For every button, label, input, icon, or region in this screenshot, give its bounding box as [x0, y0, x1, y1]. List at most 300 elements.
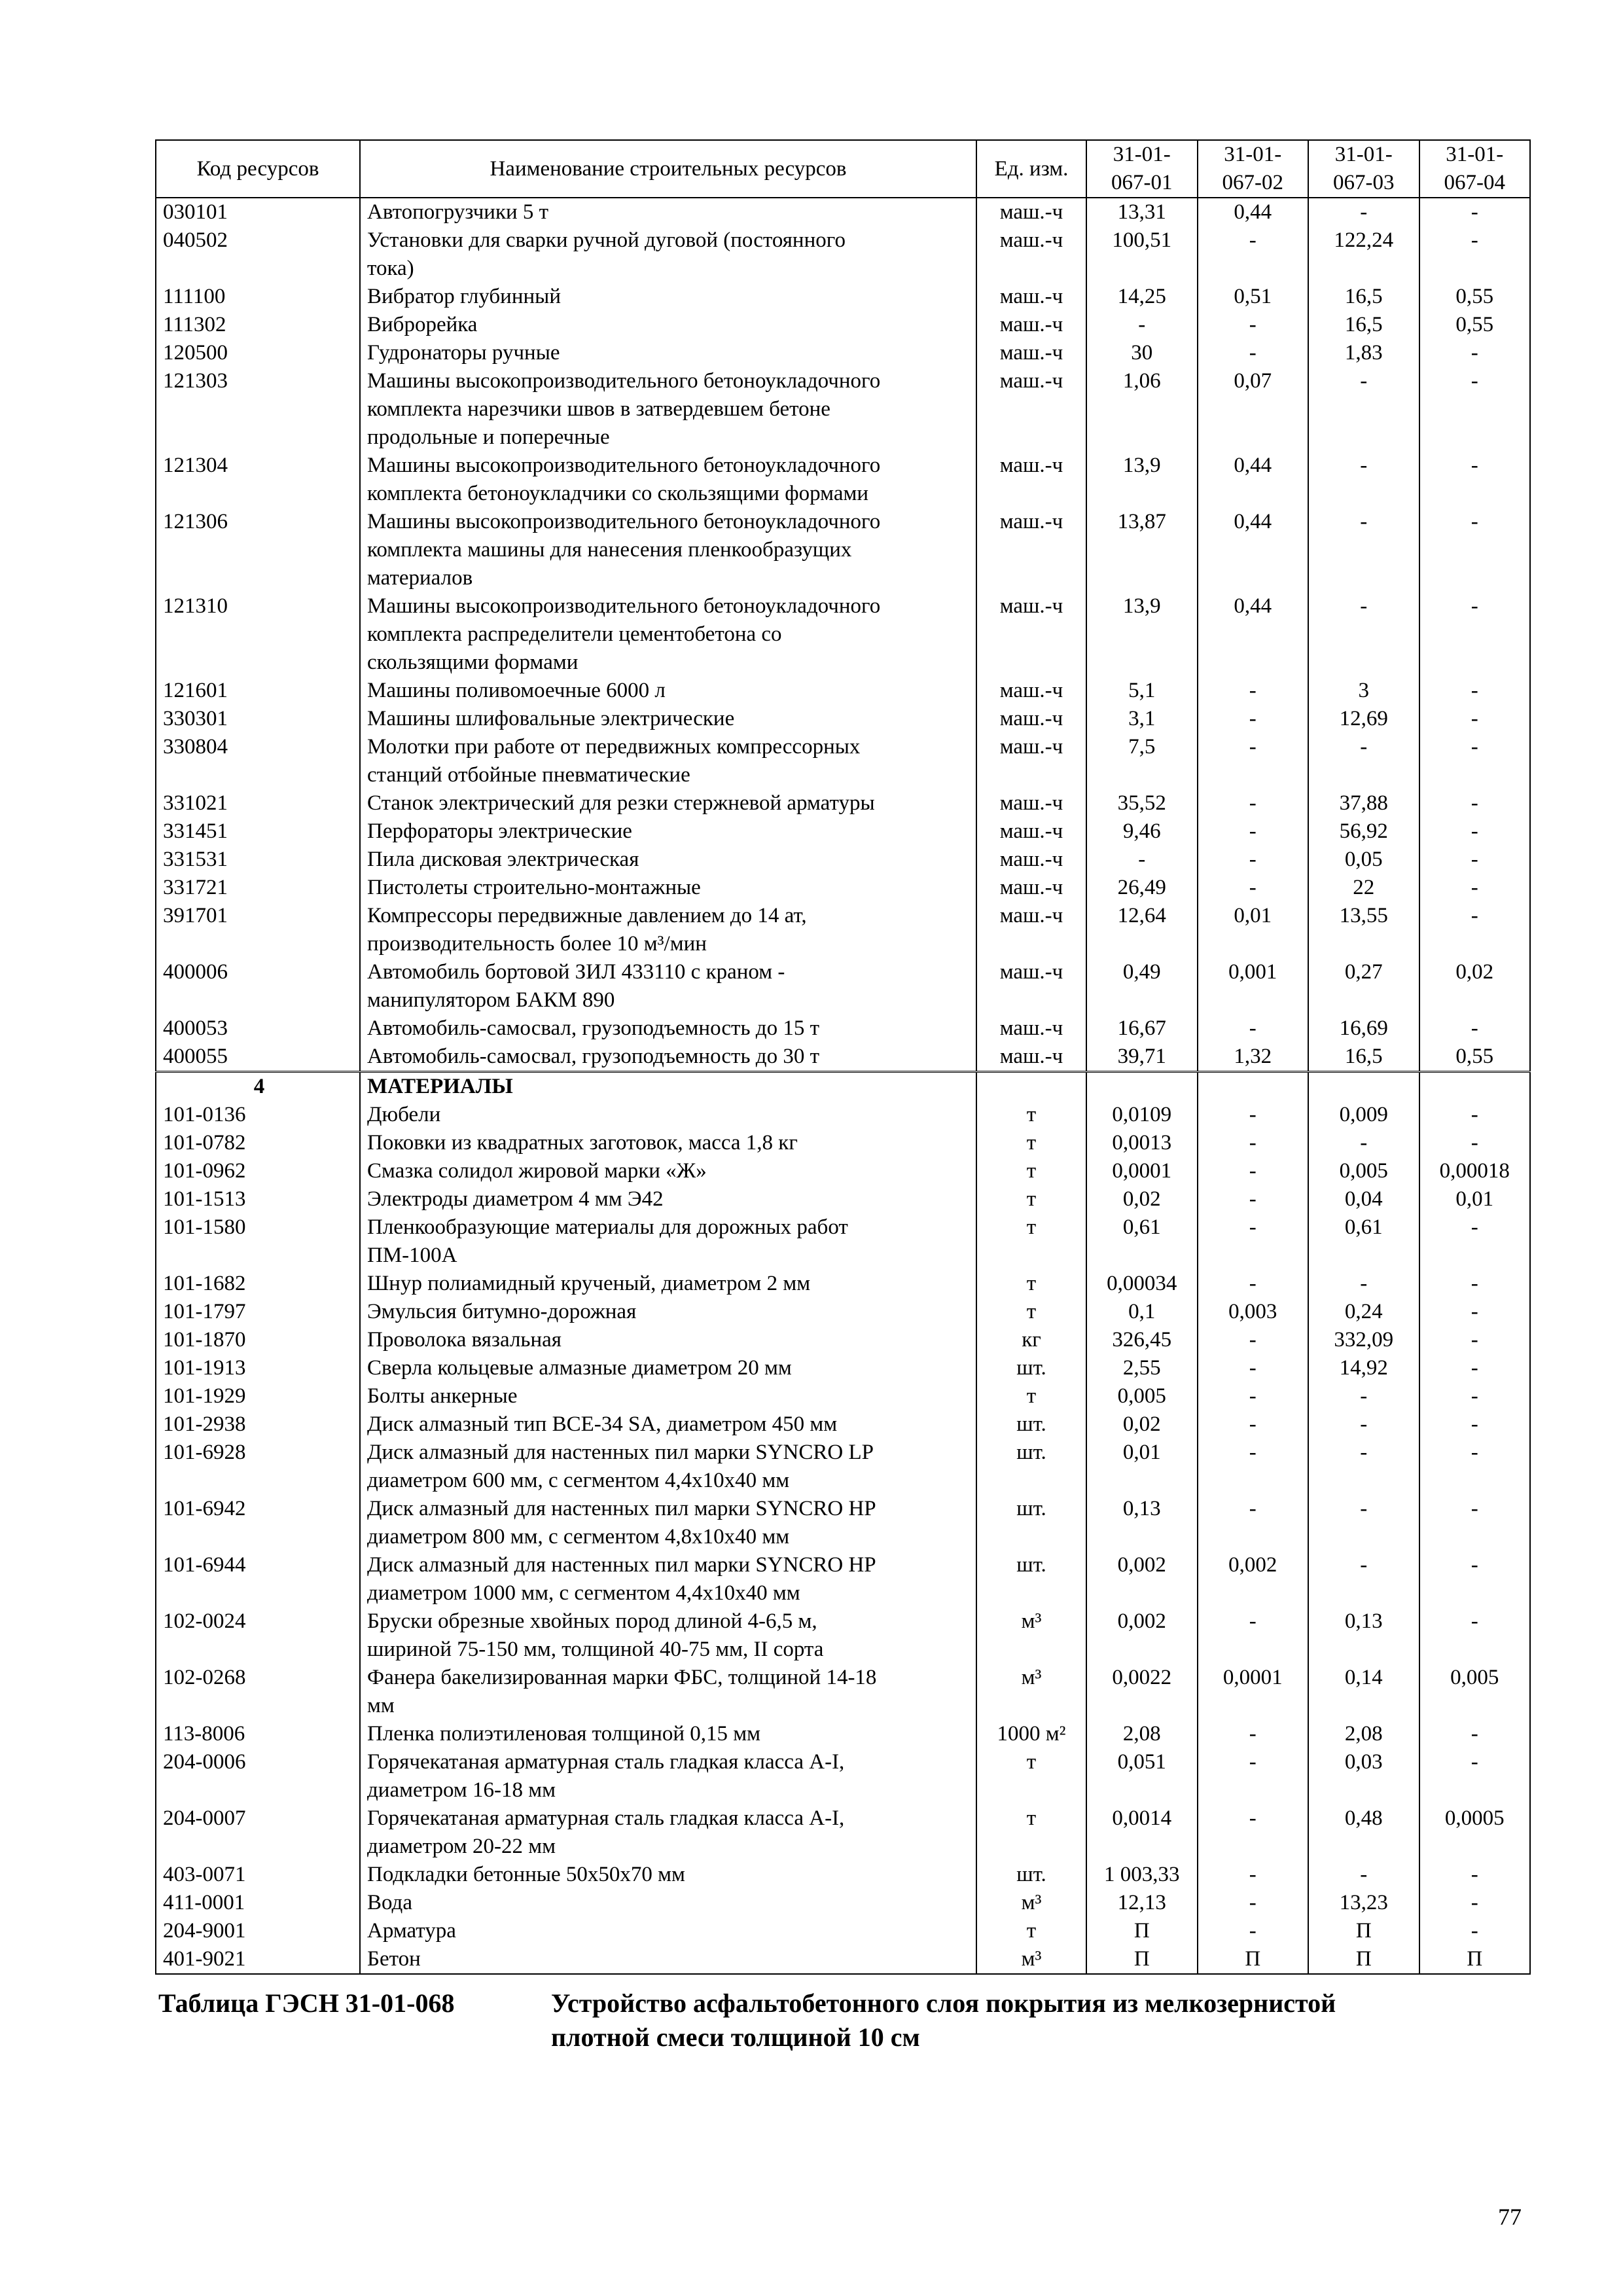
unit-cell: маш.-ч [976, 958, 1086, 1014]
value-cell-2: 0,01 [1198, 902, 1309, 958]
value-cell-2: - [1198, 1889, 1309, 1917]
table-row [156, 902, 1530, 958]
value-cell-1: - [1086, 311, 1198, 339]
table-row [156, 874, 1530, 902]
value-cell-2: - [1198, 733, 1309, 789]
value-cell-4: - [1419, 1495, 1531, 1551]
value-cell-2: П [1198, 1945, 1309, 1974]
table-row [156, 817, 1530, 846]
header-unit: Ед. изм. [976, 140, 1086, 198]
resource-name-cell: Диск алмазный тип BCE-34 SA, диаметром 450 мм [360, 1410, 976, 1439]
value-cell-2: 0,44 [1198, 452, 1309, 508]
resource-code-cell: 330804 [156, 733, 360, 789]
value-cell-1: 26,49 [1086, 874, 1198, 902]
value-cell-3: - [1308, 733, 1419, 789]
value-cell-4: - [1419, 846, 1531, 874]
value-cell-4: П [1419, 1945, 1531, 1974]
value-cell-4: - [1419, 1101, 1531, 1129]
resource-code-cell: 204-0007 [156, 1804, 360, 1861]
resource-code-cell: 204-0006 [156, 1748, 360, 1804]
header-col-4: 31-01- 067-04 [1419, 140, 1531, 198]
value-cell-3: 332,09 [1308, 1326, 1419, 1354]
value-cell-4: - [1419, 733, 1531, 789]
table-row [156, 1495, 1530, 1551]
header-col-2: 31-01- 067-02 [1198, 140, 1309, 198]
value-cell-2: - [1198, 846, 1309, 874]
value-cell-1: 0,02 [1086, 1185, 1198, 1213]
unit-cell: маш.-ч [976, 817, 1086, 846]
value-cell-2: - [1198, 226, 1309, 283]
table-row [156, 283, 1530, 311]
value-cell-1: 100,51 [1086, 226, 1198, 283]
table-row [156, 1185, 1530, 1213]
value-cell-4: - [1419, 1270, 1531, 1298]
unit-cell: т [976, 1185, 1086, 1213]
resource-code-cell: 102-0268 [156, 1664, 360, 1720]
value-cell-2: 0,002 [1198, 1551, 1309, 1607]
value-cell-3: - [1308, 1270, 1419, 1298]
table-row [156, 1354, 1530, 1382]
value-cell-4: 0,0005 [1419, 1804, 1531, 1861]
value-cell-1: 14,25 [1086, 283, 1198, 311]
value-cell-2: - [1198, 1014, 1309, 1043]
value-cell-3 [1308, 1072, 1419, 1102]
unit-cell: маш.-ч [976, 283, 1086, 311]
value-cell-4: - [1419, 1354, 1531, 1382]
resource-code-cell: 120500 [156, 339, 360, 367]
unit-cell: маш.-ч [976, 705, 1086, 733]
resource-code-cell: 121310 [156, 592, 360, 677]
value-cell-4: - [1419, 1889, 1531, 1917]
value-cell-2: - [1198, 789, 1309, 817]
value-cell-1 [1086, 1072, 1198, 1102]
value-cell-3: - [1308, 452, 1419, 508]
unit-cell: 1000 м² [976, 1720, 1086, 1748]
value-cell-3: 16,5 [1308, 1043, 1419, 1072]
resource-name-cell: Горячекатаная арматурная сталь гладкая класса А-I, диаметром 20-22 мм [360, 1804, 976, 1861]
value-cell-1: 0,02 [1086, 1410, 1198, 1439]
table-row [156, 1410, 1530, 1439]
value-cell-3: 0,61 [1308, 1213, 1419, 1270]
table-row [156, 1861, 1530, 1889]
value-cell-2: - [1198, 677, 1309, 705]
value-cell-1: 12,64 [1086, 902, 1198, 958]
resource-code-cell: 400055 [156, 1043, 360, 1072]
value-cell-3: 56,92 [1308, 817, 1419, 846]
value-cell-2: 0,003 [1198, 1298, 1309, 1326]
value-cell-4: 0,02 [1419, 958, 1531, 1014]
value-cell-3: 22 [1308, 874, 1419, 902]
resource-code-cell: 101-1913 [156, 1354, 360, 1382]
value-cell-1: 0,0013 [1086, 1129, 1198, 1157]
unit-cell: маш.-ч [976, 508, 1086, 592]
value-cell-3: 16,69 [1308, 1014, 1419, 1043]
resource-code-cell: 391701 [156, 902, 360, 958]
resource-name-cell: Диск алмазный для настенных пил марки SYNCRO HP диаметром 800 мм, с сегментом 4,8x10x40 мм [360, 1495, 976, 1551]
value-cell-2: 0,001 [1198, 958, 1309, 1014]
value-cell-3: 0,27 [1308, 958, 1419, 1014]
unit-cell: м³ [976, 1664, 1086, 1720]
value-cell-2: - [1198, 1129, 1309, 1157]
unit-cell: т [976, 1270, 1086, 1298]
table-row [156, 452, 1530, 508]
value-cell-3: - [1308, 198, 1419, 226]
value-cell-4: 0,00018 [1419, 1157, 1531, 1185]
resource-code-cell: 111100 [156, 283, 360, 311]
resource-code-cell: 400006 [156, 958, 360, 1014]
unit-cell: кг [976, 1326, 1086, 1354]
resource-name-cell: Диск алмазный для настенных пил марки SYNCRO HP диаметром 1000 мм, с сегментом 4,4x10x40 мм [360, 1551, 976, 1607]
resource-code-cell: 101-0136 [156, 1101, 360, 1129]
table-row [156, 1439, 1530, 1495]
unit-cell: м³ [976, 1945, 1086, 1974]
resource-name-cell: Машины поливомоечные 6000 л [360, 677, 976, 705]
unit-cell: маш.-ч [976, 367, 1086, 452]
unit-cell: т [976, 1213, 1086, 1270]
table-row [156, 367, 1530, 452]
value-cell-1: 0,002 [1086, 1607, 1198, 1664]
resource-name-cell: Дюбели [360, 1101, 976, 1129]
resource-name-cell: Машины высокопроизводительного бетоноукладочного комплекта бетоноукладчики со скользящими формами [360, 452, 976, 508]
value-cell-4: - [1419, 1439, 1531, 1495]
value-cell-3: 0,48 [1308, 1804, 1419, 1861]
value-cell-2: - [1198, 1213, 1309, 1270]
table-row [156, 339, 1530, 367]
resource-name-cell: Подкладки бетонные 50х50х70 мм [360, 1861, 976, 1889]
unit-cell: т [976, 1748, 1086, 1804]
value-cell-3: 3 [1308, 677, 1419, 705]
unit-cell: т [976, 1129, 1086, 1157]
unit-cell: м³ [976, 1889, 1086, 1917]
resource-code-cell: 411-0001 [156, 1889, 360, 1917]
unit-cell: т [976, 1101, 1086, 1129]
value-cell-1: 0,0014 [1086, 1804, 1198, 1861]
value-cell-1: 0,01 [1086, 1439, 1198, 1495]
value-cell-2: 0,51 [1198, 283, 1309, 311]
value-cell-1: 9,46 [1086, 817, 1198, 846]
resource-code-cell: 101-6928 [156, 1439, 360, 1495]
value-cell-4: 0,55 [1419, 283, 1531, 311]
resource-code-cell: 030101 [156, 198, 360, 226]
resource-name-cell: Бруски обрезные хвойных пород длиной 4-6,5 м, шириной 75-150 мм, толщиной 40-75 мм, II сорта [360, 1607, 976, 1664]
value-cell-1: 12,13 [1086, 1889, 1198, 1917]
value-cell-2: - [1198, 1382, 1309, 1410]
value-cell-1: 0,0109 [1086, 1101, 1198, 1129]
value-cell-3: - [1308, 1410, 1419, 1439]
header-col-1: 31-01- 067-01 [1086, 140, 1198, 198]
resource-code-cell: 331451 [156, 817, 360, 846]
table-row [156, 311, 1530, 339]
value-cell-1: 0,1 [1086, 1298, 1198, 1326]
value-cell-1: 326,45 [1086, 1326, 1198, 1354]
table-row [156, 846, 1530, 874]
value-cell-3: 0,04 [1308, 1185, 1419, 1213]
value-cell-2: - [1198, 1326, 1309, 1354]
unit-cell: маш.-ч [976, 902, 1086, 958]
value-cell-2: - [1198, 1410, 1309, 1439]
value-cell-4: - [1419, 339, 1531, 367]
value-cell-2: - [1198, 817, 1309, 846]
value-cell-3: 2,08 [1308, 1720, 1419, 1748]
resource-code-cell: 040502 [156, 226, 360, 283]
value-cell-4: - [1419, 1861, 1531, 1889]
unit-cell: маш.-ч [976, 1043, 1086, 1072]
value-cell-3: 1,83 [1308, 339, 1419, 367]
table-row [156, 705, 1530, 733]
resource-name-cell: Пленка полиэтиленовая толщиной 0,15 мм [360, 1720, 976, 1748]
value-cell-2 [1198, 1072, 1309, 1102]
resource-code-cell: 101-6944 [156, 1551, 360, 1607]
resource-name-cell: Виброрейка [360, 311, 976, 339]
value-cell-1: 7,5 [1086, 733, 1198, 789]
unit-cell: маш.-ч [976, 339, 1086, 367]
value-cell-4: - [1419, 1298, 1531, 1326]
value-cell-2: - [1198, 1748, 1309, 1804]
unit-cell [976, 1072, 1086, 1102]
resource-name-cell: Сверла кольцевые алмазные диаметром 20 мм [360, 1354, 976, 1382]
resource-name-cell: Автопогрузчики 5 т [360, 198, 976, 226]
value-cell-3: 13,23 [1308, 1889, 1419, 1917]
value-cell-1: 5,1 [1086, 677, 1198, 705]
resource-code-cell: 101-1870 [156, 1326, 360, 1354]
unit-cell: маш.-ч [976, 452, 1086, 508]
resource-code-cell: 401-9021 [156, 1945, 360, 1974]
resource-code-cell: 101-6942 [156, 1495, 360, 1551]
resource-name-cell: Пистолеты строительно-монтажные [360, 874, 976, 902]
value-cell-3: 0,005 [1308, 1157, 1419, 1185]
resource-name-cell: Пила дисковая электрическая [360, 846, 976, 874]
value-cell-3: - [1308, 592, 1419, 677]
resource-name-cell: Электроды диаметром 4 мм Э42 [360, 1185, 976, 1213]
value-cell-3: 16,5 [1308, 283, 1419, 311]
resource-code-cell: 331721 [156, 874, 360, 902]
table-row [156, 1213, 1530, 1270]
table-row [156, 1298, 1530, 1326]
unit-cell: т [976, 1917, 1086, 1945]
value-cell-4: - [1419, 874, 1531, 902]
resource-code-cell: 121306 [156, 508, 360, 592]
value-cell-3: 0,24 [1308, 1298, 1419, 1326]
value-cell-3: 12,69 [1308, 705, 1419, 733]
table-row [156, 1804, 1530, 1861]
value-cell-1: 35,52 [1086, 789, 1198, 817]
value-cell-1: - [1086, 846, 1198, 874]
value-cell-3: 14,92 [1308, 1354, 1419, 1382]
value-cell-3: П [1308, 1945, 1419, 1974]
value-cell-1: 0,0001 [1086, 1157, 1198, 1185]
resource-code-cell: 330301 [156, 705, 360, 733]
value-cell-2: - [1198, 1439, 1309, 1495]
value-cell-1: 0,13 [1086, 1495, 1198, 1551]
resource-name-cell: Болты анкерные [360, 1382, 976, 1410]
value-cell-3: 0,14 [1308, 1664, 1419, 1720]
resource-code-cell: 101-0782 [156, 1129, 360, 1157]
unit-cell: шт. [976, 1551, 1086, 1607]
resource-name-cell: Поковки из квадратных заготовок, масса 1,8 кг [360, 1129, 976, 1157]
unit-cell: маш.-ч [976, 1014, 1086, 1043]
table-row [156, 1043, 1530, 1072]
unit-cell: маш.-ч [976, 592, 1086, 677]
table-row [156, 1917, 1530, 1945]
value-cell-3: 13,55 [1308, 902, 1419, 958]
resource-code-cell: 204-9001 [156, 1917, 360, 1945]
value-cell-4: - [1419, 1720, 1531, 1748]
unit-cell: маш.-ч [976, 677, 1086, 705]
resource-code-cell: 101-1682 [156, 1270, 360, 1298]
header-col-3: 31-01- 067-03 [1308, 140, 1419, 198]
resource-name-cell: Фанера бакелизированная марки ФБС, толщиной 14-18 мм [360, 1664, 976, 1720]
value-cell-2: 0,44 [1198, 592, 1309, 677]
value-cell-4: - [1419, 1917, 1531, 1945]
value-cell-4: - [1419, 1607, 1531, 1664]
resource-name-cell: Горячекатаная арматурная сталь гладкая класса А-I, диаметром 16-18 мм [360, 1748, 976, 1804]
resource-code-cell: 331021 [156, 789, 360, 817]
unit-cell: шт. [976, 1439, 1086, 1495]
value-cell-3: 16,5 [1308, 311, 1419, 339]
resource-code-cell: 102-0024 [156, 1607, 360, 1664]
table-row [156, 1889, 1530, 1917]
value-cell-3: - [1308, 1551, 1419, 1607]
resource-name-cell: Смазка солидол жировой марки «Ж» [360, 1157, 976, 1185]
value-cell-2: - [1198, 1607, 1309, 1664]
table-row [156, 198, 1530, 226]
value-cell-1: 3,1 [1086, 705, 1198, 733]
resource-code-cell: 403-0071 [156, 1861, 360, 1889]
value-cell-2: - [1198, 339, 1309, 367]
resource-name-cell: Установки для сварки ручной дуговой (постоянного тока) [360, 226, 976, 283]
table-row [156, 1748, 1530, 1804]
value-cell-2: - [1198, 1495, 1309, 1551]
value-cell-3: - [1308, 367, 1419, 452]
unit-cell: шт. [976, 1861, 1086, 1889]
value-cell-4: - [1419, 1129, 1531, 1157]
value-cell-2: - [1198, 311, 1309, 339]
table-caption-label: Таблица ГЭСН 31-01-068 [158, 1988, 455, 2018]
resource-name-cell: Машины высокопроизводительного бетоноукладочного комплекта машины для нанесения пленкообразущих материалов [360, 508, 976, 592]
resource-name-cell: Гудронаторы ручные [360, 339, 976, 367]
resource-name-cell: Эмульсия битумно-дорожная [360, 1298, 976, 1326]
unit-cell: м³ [976, 1607, 1086, 1664]
resource-name-cell: Машины шлифовальные электрические [360, 705, 976, 733]
value-cell-1: 13,9 [1086, 592, 1198, 677]
unit-cell: маш.-ч [976, 311, 1086, 339]
resource-name-cell: МАТЕРИАЛЫ [360, 1072, 976, 1102]
value-cell-4: - [1419, 1014, 1531, 1043]
resource-name-cell: Машины высокопроизводительного бетоноукладочного комплекта нарезчики швов в затвердевшем бетоне продольные и поперечные [360, 367, 976, 452]
unit-cell: маш.-ч [976, 874, 1086, 902]
resource-name-cell: Молотки при работе от передвижных компрессорных станций отбойные пневматические [360, 733, 976, 789]
value-cell-4: 0,005 [1419, 1664, 1531, 1720]
value-cell-2: - [1198, 1270, 1309, 1298]
resource-code-cell: 4 [156, 1072, 360, 1102]
resource-code-cell: 121304 [156, 452, 360, 508]
value-cell-1: 30 [1086, 339, 1198, 367]
value-cell-4: - [1419, 452, 1531, 508]
unit-cell: маш.-ч [976, 789, 1086, 817]
value-cell-4: - [1419, 789, 1531, 817]
table-row [156, 677, 1530, 705]
value-cell-1: 1,06 [1086, 367, 1198, 452]
resource-code-cell: 101-1929 [156, 1382, 360, 1410]
unit-cell: шт. [976, 1495, 1086, 1551]
value-cell-1: 0,005 [1086, 1382, 1198, 1410]
resource-name-cell: Вода [360, 1889, 976, 1917]
table-row [156, 1157, 1530, 1185]
value-cell-1: 13,87 [1086, 508, 1198, 592]
value-cell-2: - [1198, 874, 1309, 902]
value-cell-3: 122,24 [1308, 226, 1419, 283]
table-row [156, 1270, 1530, 1298]
table-caption-title: Устройство асфальтобетонного слоя покрытия из мелкозернистой плотной смеси толщиной 10 см [551, 1988, 1336, 2052]
value-cell-4: - [1419, 508, 1531, 592]
value-cell-4: - [1419, 1410, 1531, 1439]
table-row [156, 958, 1530, 1014]
table-row [156, 1720, 1530, 1748]
value-cell-2: - [1198, 1861, 1309, 1889]
value-cell-2: - [1198, 1917, 1309, 1945]
table-row [156, 1014, 1530, 1043]
table-row [156, 1129, 1530, 1157]
resource-code-cell: 101-1797 [156, 1298, 360, 1326]
resource-name-cell: Машины высокопроизводительного бетоноукладочного комплекта распределители цементобетона со скользящими формами [360, 592, 976, 677]
table-body [156, 198, 1530, 1974]
unit-cell: маш.-ч [976, 226, 1086, 283]
resource-code-cell: 101-2938 [156, 1410, 360, 1439]
resource-code-cell: 101-1513 [156, 1185, 360, 1213]
resource-code-cell: 331531 [156, 846, 360, 874]
unit-cell: т [976, 1382, 1086, 1410]
resource-name-cell: Автомобиль бортовой ЗИЛ 433110 с краном - манипулятором БАКМ 890 [360, 958, 976, 1014]
value-cell-4: 0,55 [1419, 1043, 1531, 1072]
value-cell-2: - [1198, 1101, 1309, 1129]
unit-cell: маш.-ч [976, 846, 1086, 874]
value-cell-1: 2,55 [1086, 1354, 1198, 1382]
value-cell-4: 0,01 [1419, 1185, 1531, 1213]
resource-name-cell: Компрессоры передвижные давлением до 14 ат, производительность более 10 м³/мин [360, 902, 976, 958]
value-cell-2: 0,07 [1198, 367, 1309, 452]
resource-name-cell: Арматура [360, 1917, 976, 1945]
resource-name-cell: Диск алмазный для настенных пил марки SYNCRO LP диаметром 600 мм, с сегментом 4,4x10x40 мм [360, 1439, 976, 1495]
value-cell-2: - [1198, 1157, 1309, 1185]
value-cell-1: 2,08 [1086, 1720, 1198, 1748]
value-cell-4: - [1419, 198, 1531, 226]
value-cell-3: - [1308, 1861, 1419, 1889]
value-cell-2: 0,44 [1198, 198, 1309, 226]
resource-code-cell: 101-0962 [156, 1157, 360, 1185]
resource-code-cell: 121303 [156, 367, 360, 452]
table-row [156, 508, 1530, 592]
value-cell-1: 0,49 [1086, 958, 1198, 1014]
value-cell-1: П [1086, 1945, 1198, 1974]
value-cell-4: - [1419, 1748, 1531, 1804]
resource-code-cell: 111302 [156, 311, 360, 339]
value-cell-1: 0,002 [1086, 1551, 1198, 1607]
resource-name-cell: Пленкообразующие материалы для дорожных работ ПМ-100А [360, 1213, 976, 1270]
value-cell-1: 39,71 [1086, 1043, 1198, 1072]
value-cell-1: 0,0022 [1086, 1664, 1198, 1720]
value-cell-4: - [1419, 902, 1531, 958]
value-cell-1: 1 003,33 [1086, 1861, 1198, 1889]
header-code: Код ресурсов [156, 140, 360, 198]
value-cell-1: 0,051 [1086, 1748, 1198, 1804]
table-row [156, 1945, 1530, 1974]
value-cell-2: - [1198, 1354, 1309, 1382]
value-cell-1: 13,9 [1086, 452, 1198, 508]
resource-code-cell: 101-1580 [156, 1213, 360, 1270]
resource-code-cell: 121601 [156, 677, 360, 705]
value-cell-3: П [1308, 1917, 1419, 1945]
value-cell-4: - [1419, 592, 1531, 677]
